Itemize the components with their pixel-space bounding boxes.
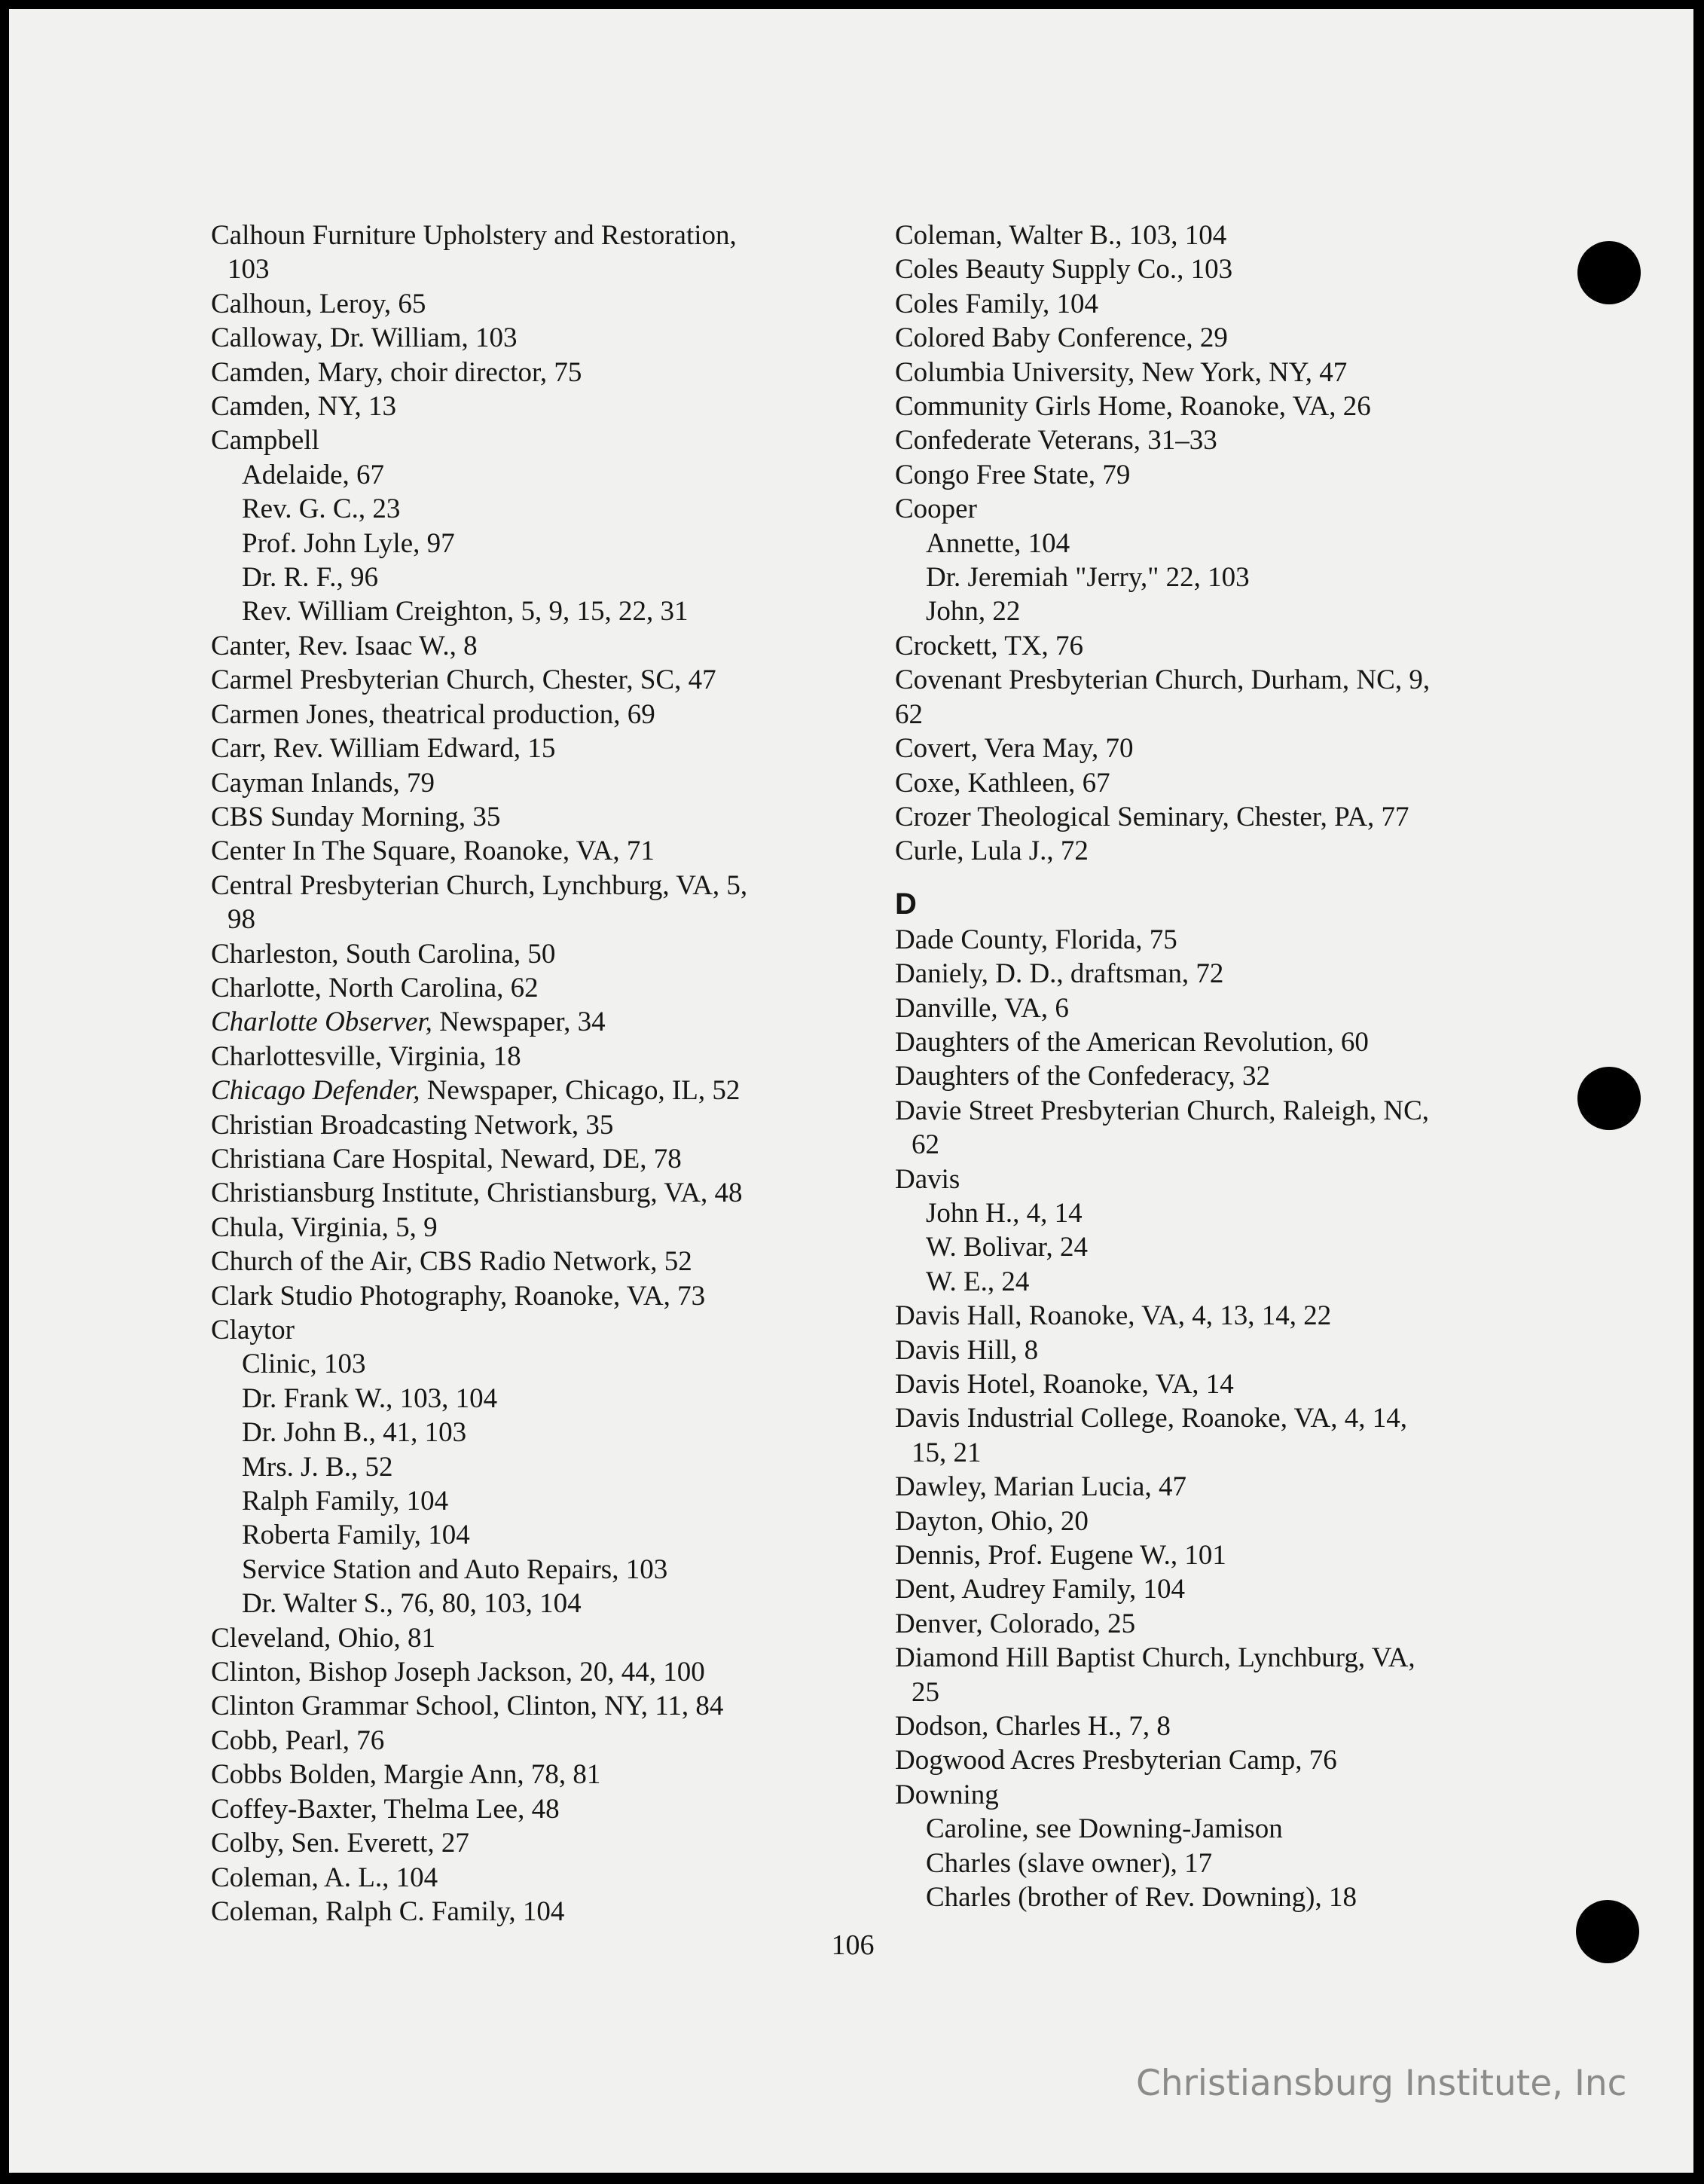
entry-text: Coxe, Kathleen, 67	[895, 767, 1110, 799]
entry-text: Cobbs Bolden, Margie Ann, 78, 81	[211, 1759, 601, 1791]
index-subentry	[895, 1880, 1543, 1914]
entry-text: Dawley, Marian Lucia, 47	[895, 1471, 1186, 1503]
index-entry	[211, 1655, 859, 1689]
entry-text: Clark Studio Photography, Roanoke, VA, 73	[211, 1280, 706, 1312]
entry-text: Clinton Grammar School, Clinton, NY, 11, 84	[211, 1691, 724, 1722]
entry-text: Davis Industrial College, Roanoke, VA, 4, 14,	[895, 1403, 1407, 1434]
index-entry	[211, 356, 859, 389]
page-number: 106	[831, 1929, 875, 1961]
index-subentry	[895, 561, 1543, 594]
index-entry	[211, 389, 859, 423]
index-entry	[895, 1025, 1543, 1059]
entry-text: Charlotte, North Carolina, 62	[211, 972, 539, 1003]
index-entry	[211, 1895, 859, 1929]
index-entry	[211, 218, 859, 252]
entry-text: CBS Sunday Morning, 35	[211, 801, 501, 832]
index-entry	[211, 1313, 859, 1347]
index-entry	[895, 1367, 1543, 1401]
index-entry	[211, 1861, 859, 1895]
index-entry	[895, 991, 1543, 1025]
index-entry	[895, 1401, 1543, 1435]
index-subentry	[895, 1846, 1543, 1880]
index-entry	[211, 1176, 859, 1210]
index-entry	[895, 458, 1543, 492]
entry-text: Adelaide, 67	[242, 459, 385, 490]
index-subentry	[211, 1450, 859, 1484]
index-entry	[895, 1743, 1543, 1777]
index-entry	[211, 732, 859, 765]
index-entry	[211, 1792, 859, 1826]
index-entry	[895, 663, 1543, 697]
entry-text: Covert, Vera May, 70	[895, 733, 1134, 765]
index-subentry	[211, 1587, 859, 1620]
index-entry	[895, 1470, 1543, 1504]
entry-text: Prof. John Lyle, 97	[242, 527, 455, 559]
index-entry	[895, 1436, 1543, 1470]
entry-text: Crozer Theological Seminary, Chester, PA, 77	[895, 801, 1409, 832]
index-entry	[895, 957, 1543, 991]
index-letter-heading	[895, 885, 1543, 923]
index-subentry	[895, 1230, 1543, 1264]
entry-text: Dr. Walter S., 76, 80, 103, 104	[242, 1588, 582, 1620]
index-entry	[211, 252, 859, 286]
entry-text: Columbia University, New York, NY, 47	[895, 356, 1348, 388]
index-entry	[895, 1572, 1543, 1606]
entry-text: Christiansburg Institute, Christiansburg, VA, 48	[211, 1178, 743, 1209]
index-entry	[895, 1538, 1543, 1572]
entry-text: Daughters of the Confederacy, 32	[895, 1061, 1270, 1092]
entry-text: Chula, Virginia, 5, 9	[211, 1211, 438, 1243]
entry-text: Davis Hall, Roanoke, VA, 4, 13, 14, 22	[895, 1300, 1332, 1332]
index-entry	[211, 698, 859, 732]
index-entry	[211, 663, 859, 697]
entry-text: Campbell	[211, 425, 319, 457]
entry-text: Congo Free State, 79	[895, 459, 1131, 490]
index-subentry	[211, 492, 859, 526]
entry-text: Calhoun, Leroy, 65	[211, 288, 426, 319]
index-entry	[211, 800, 859, 834]
index-column-right	[895, 218, 1543, 1915]
index-entry	[211, 1211, 859, 1245]
entry-text: W. E., 24	[926, 1266, 1030, 1297]
entry-text: Davis Hill, 8	[895, 1334, 1039, 1366]
index-subentry	[211, 1553, 859, 1587]
index-subentry	[211, 1347, 859, 1381]
entry-text: Coles Family, 104	[895, 288, 1098, 319]
index-entry	[895, 1504, 1543, 1538]
index-entry	[895, 1162, 1543, 1196]
entry-text: Dodson, Charles H., 7, 8	[895, 1711, 1171, 1743]
entry-text: 98	[228, 904, 255, 936]
entry-text: Cleveland, Ohio, 81	[211, 1622, 436, 1654]
index-subentry	[211, 1518, 859, 1552]
index-entry	[895, 1709, 1543, 1743]
index-entry	[211, 1040, 859, 1074]
index-entry	[211, 1279, 859, 1313]
entry-text: Canter, Rev. Isaac W., 8	[211, 630, 478, 661]
entry-text: Downing	[895, 1779, 999, 1810]
entry-text: Coles Beauty Supply Co., 103	[895, 254, 1233, 286]
entry-text: Roberta Family, 104	[242, 1520, 470, 1551]
entry-text: Camden, NY, 13	[211, 391, 396, 423]
index-entry	[211, 321, 859, 355]
index-subentry	[211, 527, 859, 561]
entry-text: Central Presbyterian Church, Lynchburg, VA, 5,	[211, 869, 748, 901]
entry-text: Dayton, Ohio, 20	[895, 1505, 1089, 1537]
entry-text: 62	[895, 698, 923, 730]
entry-text: Annette, 104	[926, 527, 1070, 559]
entry-text: Coleman, A. L., 104	[211, 1862, 438, 1893]
entry-text: Camden, Mary, choir director, 75	[211, 356, 582, 388]
index-entry	[211, 971, 859, 1005]
index-entry	[895, 834, 1543, 868]
index-subentry	[895, 527, 1543, 561]
entry-text: John, 22	[926, 596, 1021, 628]
entry-text: D	[895, 887, 917, 921]
entry-text: Dr. Jeremiah "Jerry," 22, 103	[926, 562, 1250, 594]
index-entry	[895, 923, 1543, 957]
entry-text: Dr. John B., 41, 103	[242, 1417, 467, 1449]
index-entry	[895, 389, 1543, 423]
index-entry	[895, 1094, 1543, 1128]
index-entry	[211, 1005, 859, 1039]
entry-text: Newspaper, 34	[432, 1006, 606, 1038]
index-entry	[211, 1621, 859, 1655]
entry-text: Claytor	[211, 1315, 295, 1346]
index-entry	[211, 1758, 859, 1791]
index-entry	[895, 1778, 1543, 1812]
index-entry	[895, 1059, 1543, 1093]
entry-text: Denver, Colorado, 25	[895, 1608, 1136, 1639]
entry-text: Davis Hotel, Roanoke, VA, 14	[895, 1369, 1234, 1400]
index-entry	[895, 732, 1543, 765]
index-entry	[211, 1689, 859, 1723]
entry-text: Clinton, Bishop Joseph Jackson, 20, 44, 100	[211, 1657, 705, 1688]
index-entry	[895, 1299, 1543, 1333]
entry-text: Newspaper, Chicago, IL, 52	[420, 1075, 741, 1107]
entry-text: Christiana Care Hospital, Neward, DE, 78	[211, 1143, 682, 1174]
index-entry	[211, 1826, 859, 1860]
entry-text: Christian Broadcasting Network, 35	[211, 1109, 614, 1141]
index-entry	[895, 1607, 1543, 1641]
index-subentry	[211, 594, 859, 628]
entry-text: Cayman Inlands, 79	[211, 767, 435, 799]
index-subentry	[211, 1382, 859, 1416]
entry-text: Colby, Sen. Everett, 27	[211, 1828, 469, 1859]
entry-text: Davis	[895, 1163, 960, 1195]
entry-text: 15, 21	[912, 1437, 982, 1468]
entry-text: Charles (slave owner), 17	[926, 1847, 1213, 1879]
index-column-left	[211, 218, 859, 1929]
entry-text: Charleston, South Carolina, 50	[211, 938, 556, 970]
entry-text: Coleman, Ralph C. Family, 104	[211, 1895, 565, 1927]
entry-text: Rev. G. C., 23	[242, 493, 401, 525]
index-entry	[895, 1128, 1543, 1162]
entry-text: Daughters of the American Revolution, 60	[895, 1026, 1369, 1058]
entry-text: Ralph Family, 104	[242, 1486, 449, 1517]
entry-text: Caroline, see Downing-Jamison	[926, 1813, 1283, 1845]
index-entry	[895, 1333, 1543, 1367]
entry-text: Carmel Presbyterian Church, Chester, SC, 47	[211, 664, 716, 696]
entry-text: Dogwood Acres Presbyterian Camp, 76	[895, 1745, 1337, 1776]
entry-text: Diamond Hill Baptist Church, Lynchburg, VA,	[895, 1642, 1415, 1674]
index-subentry	[895, 1265, 1543, 1299]
entry-text: 62	[912, 1129, 939, 1161]
entry-text: Center In The Square, Roanoke, VA, 71	[211, 835, 655, 867]
index-entry	[211, 629, 859, 663]
index-entry	[895, 1641, 1543, 1675]
entry-text: Carr, Rev. William Edward, 15	[211, 733, 556, 765]
index-entry	[895, 356, 1543, 389]
index-subentry	[895, 1196, 1543, 1230]
index-entry	[211, 834, 859, 868]
index-entry	[211, 766, 859, 800]
index-subentry	[895, 594, 1543, 628]
entry-text: Rev. William Creighton, 5, 9, 15, 22, 31	[242, 596, 689, 628]
entry-text: Dennis, Prof. Eugene W., 101	[895, 1540, 1226, 1572]
index-entry	[895, 492, 1543, 526]
entry-text: Davie Street Presbyterian Church, Raleigh, NC,	[895, 1095, 1429, 1126]
index-entry	[211, 1142, 859, 1176]
index-entry	[895, 800, 1543, 834]
index-entry	[895, 1675, 1543, 1709]
entry-text: Curle, Lula J., 72	[895, 835, 1089, 867]
entry-text: Carmen Jones, theatrical production, 69	[211, 698, 655, 730]
index-entry	[895, 218, 1543, 252]
entry-text: Clinic, 103	[242, 1349, 366, 1380]
publication-title: Chicago Defender,	[211, 1075, 420, 1107]
index-entry	[211, 1074, 859, 1107]
entry-text: Dade County, Florida, 75	[895, 924, 1177, 955]
entry-text: Crockett, TX, 76	[895, 630, 1084, 661]
index-entry	[211, 869, 859, 903]
index-subentry	[211, 561, 859, 594]
entry-text: Mrs. J. B., 52	[242, 1451, 393, 1483]
entry-text: Service Station and Auto Repairs, 103	[242, 1553, 668, 1585]
punch-hole-top	[1577, 241, 1641, 304]
entry-text: Dent, Audrey Family, 104	[895, 1574, 1186, 1605]
index-entry	[211, 1108, 859, 1142]
entry-text: Cobb, Pearl, 76	[211, 1724, 385, 1756]
entry-text: Calhoun Furniture Upholstery and Restoration,	[211, 220, 737, 251]
entry-text: Dr. Frank W., 103, 104	[242, 1382, 498, 1414]
entry-text: Charlottesville, Virginia, 18	[211, 1040, 521, 1072]
entry-text: 103	[228, 254, 270, 286]
entry-text: Coffey-Baxter, Thelma Lee, 48	[211, 1793, 560, 1825]
index-subentry	[211, 1416, 859, 1449]
entry-text: Danville, VA, 6	[895, 992, 1069, 1024]
entry-text: Community Girls Home, Roanoke, VA, 26	[895, 391, 1371, 423]
watermark: Christiansburg Institute, Inc	[1136, 2063, 1627, 2104]
index-entry	[211, 423, 859, 457]
index-entry	[211, 937, 859, 971]
index-entry	[211, 1245, 859, 1278]
index-entry	[895, 698, 1543, 732]
index-entry	[895, 287, 1543, 321]
entry-text: John H., 4, 14	[926, 1197, 1083, 1229]
publication-title: Charlotte Observer,	[211, 1006, 432, 1038]
punch-hole-middle	[1577, 1067, 1641, 1130]
entry-text: W. Bolivar, 24	[926, 1232, 1089, 1263]
entry-text: Coleman, Walter B., 103, 104	[895, 220, 1227, 251]
index-entry	[895, 423, 1543, 457]
entry-text: Covenant Presbyterian Church, Durham, NC, 9,	[895, 664, 1431, 696]
index-subentry	[211, 1484, 859, 1518]
entry-text: Confederate Veterans, 31–33	[895, 425, 1217, 457]
entry-text: 25	[912, 1676, 939, 1708]
index-entry	[895, 766, 1543, 800]
entry-text: Church of the Air, CBS Radio Network, 52	[211, 1246, 692, 1278]
index-entry	[211, 287, 859, 321]
index-page	[9, 9, 1693, 2173]
index-entry	[895, 252, 1543, 286]
entry-text: Cooper	[895, 493, 977, 525]
index-entry	[895, 629, 1543, 663]
entry-text: Charles (brother of Rev. Downing), 18	[926, 1882, 1357, 1914]
index-subentry	[895, 1812, 1543, 1846]
index-entry	[211, 903, 859, 936]
index-entry	[211, 1724, 859, 1758]
index-entry	[895, 321, 1543, 355]
punch-hole-bottom	[1576, 1900, 1639, 1963]
entry-text: Dr. R. F., 96	[242, 562, 379, 594]
entry-text: Colored Baby Conference, 29	[895, 322, 1228, 354]
entry-text: Calloway, Dr. William, 103	[211, 322, 518, 354]
index-subentry	[211, 458, 859, 492]
entry-text: Daniely, D. D., draftsman, 72	[895, 958, 1224, 990]
